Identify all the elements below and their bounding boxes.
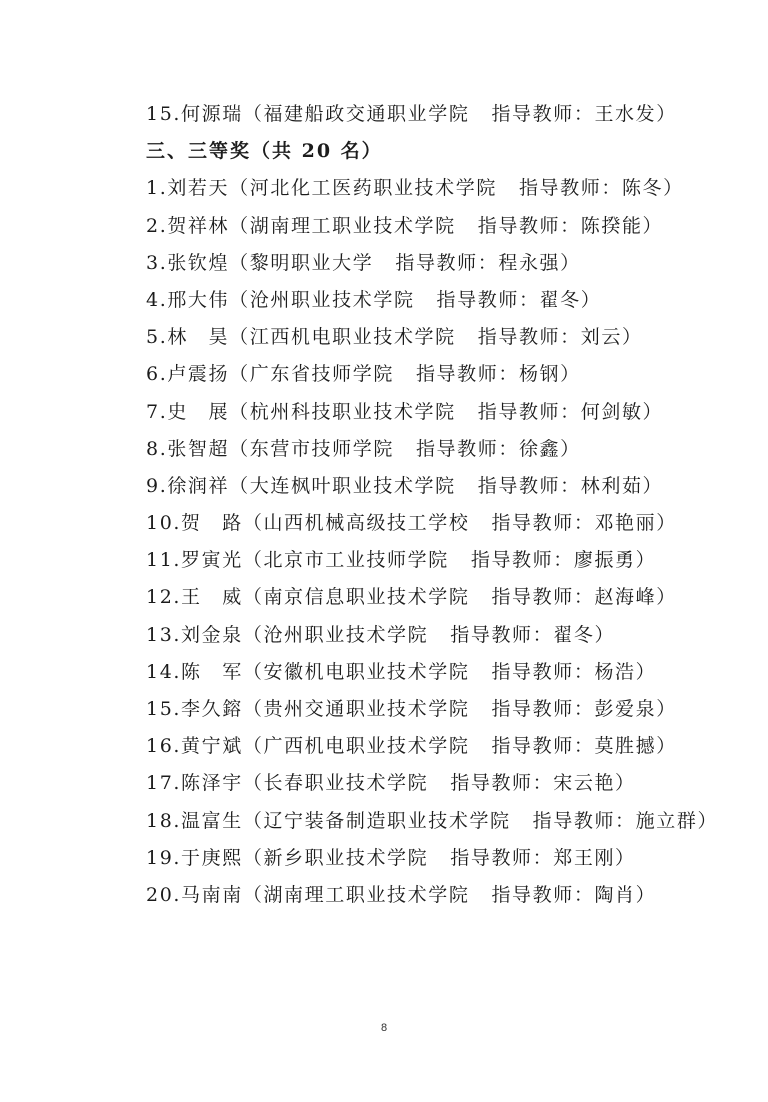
entry-number: 8. [146, 437, 168, 460]
list-item [146, 468, 746, 505]
list-item [146, 208, 746, 245]
list-item [146, 505, 746, 542]
list-item [146, 765, 746, 802]
entry-name: 黄宁斌 [181, 735, 243, 758]
entry-teacher: 指导教师：翟冬） [436, 288, 602, 311]
entry-name: 温富生 [181, 809, 243, 832]
entry-number: 6. [146, 363, 168, 386]
entry-school: （江西机电职业技术学院 [229, 326, 456, 349]
list-item [146, 394, 746, 431]
document-body [146, 96, 746, 914]
list-item [146, 691, 746, 728]
entry-school: （安徽机电职业技术学院 [242, 660, 470, 683]
entry-number: 5. [146, 326, 168, 349]
entry-teacher: 指导教师：何剑敏） [477, 400, 664, 423]
entry-school: （湖南理工职业技术学院 [229, 214, 456, 237]
entry-school: （东营市技师学院 [229, 437, 394, 460]
entry-number: 4. [146, 288, 168, 311]
section-title: 三、三等奖（共 20 名） [146, 140, 383, 163]
entry-name: 何源瑞 [181, 103, 243, 125]
entry-number: 15. [146, 103, 182, 125]
list-item [146, 617, 746, 654]
entry-number: 1. [146, 177, 168, 200]
entry-name: 陈泽宇 [181, 772, 243, 795]
entry-number: 10. [146, 512, 182, 535]
entry-teacher: 指导教师：杨浩） [491, 660, 657, 683]
entry-teacher: 指导教师：林利茹） [477, 474, 664, 497]
entry-name: 史 展 [167, 400, 230, 423]
list-item [146, 579, 746, 616]
entry-name: 刘若天 [167, 177, 230, 200]
list-item [146, 877, 746, 914]
entry-teacher: 指导教师：赵海峰） [491, 586, 677, 609]
entry-name: 徐润祥 [167, 474, 230, 497]
entry-name: 罗寅光 [181, 549, 243, 572]
entry-name: 于庚熙 [181, 846, 243, 869]
entry-name: 邢大伟 [167, 288, 230, 311]
entry-number: 3. [146, 251, 168, 274]
entry-teacher: 指导教师：郑王刚） [450, 846, 636, 869]
list-item [146, 96, 746, 133]
list-item [146, 170, 746, 207]
entry-teacher: 指导教师：施立群） [532, 809, 719, 832]
entry-school: （广西机电职业技术学院 [242, 735, 470, 758]
list-item [146, 319, 746, 356]
list-item [146, 542, 746, 579]
entry-name: 卢震扬 [167, 363, 230, 386]
entry-number: 19. [146, 846, 182, 869]
entry-school: （湖南理工职业技术学院 [242, 883, 470, 906]
entry-name: 贺 路 [181, 512, 243, 535]
entry-school: （大连枫叶职业技术学院 [229, 474, 456, 497]
page-number: 8 [380, 1022, 388, 1034]
entry-name: 贺祥林 [167, 214, 230, 237]
entry-school: （北京市工业技师学院 [242, 549, 449, 572]
entry-school: （南京信息职业技术学院 [242, 586, 470, 609]
entry-number: 7. [146, 400, 168, 423]
entry-number: 20. [146, 883, 182, 906]
entry-teacher: 指导教师：宋云艳） [450, 772, 636, 795]
entry-school: （黎明职业大学 [229, 251, 374, 274]
entry-name: 刘金泉 [181, 623, 243, 646]
entry-school: （广东省技师学院 [229, 363, 394, 386]
entry-name: 陈 军 [181, 660, 243, 683]
list-item [146, 728, 746, 765]
entry-teacher: 指导教师：陶肖） [491, 883, 657, 906]
entry-teacher: 指导教师：陈揆能） [477, 214, 664, 237]
entry-number: 9. [146, 474, 168, 497]
list-item [146, 245, 746, 282]
entry-teacher: 指导教师：王水发） [491, 103, 677, 125]
entry-name: 李久鎔 [181, 698, 243, 720]
entry-teacher: 指导教师：杨钢） [415, 363, 581, 386]
list-item [146, 654, 746, 691]
entry-teacher: 指导教师：徐鑫） [415, 437, 581, 460]
entry-number: 2. [146, 214, 168, 237]
entry-number: 18. [146, 809, 182, 832]
entry-name: 林 昊 [167, 326, 230, 349]
entry-name: 张智超 [167, 437, 230, 460]
entry-teacher: 指导教师：陈冬） [518, 177, 684, 200]
entry-school: （沧州职业技术学院 [229, 288, 415, 311]
entry-number: 15. [146, 698, 182, 720]
list-item [146, 356, 746, 393]
list-item [146, 803, 746, 840]
entry-school: （辽宁装备制造职业技术学院 [242, 809, 511, 832]
entry-school: （新乡职业技术学院 [242, 846, 429, 869]
entry-teacher: 指导教师：廖振勇） [470, 549, 657, 572]
entry-number: 16. [146, 735, 182, 758]
entry-name: 王 威 [181, 586, 243, 609]
entry-school: （沧州职业技术学院 [242, 623, 429, 646]
entry-school: （山西机械高级技工学校 [242, 512, 470, 535]
award-list [146, 170, 746, 914]
entry-number: 12. [146, 586, 182, 609]
entry-number: 11. [146, 549, 182, 572]
entry-teacher: 指导教师：邓艳丽） [491, 512, 677, 535]
entry-school: （河北化工医药职业技术学院 [229, 177, 497, 200]
entry-teacher: 指导教师：刘云） [477, 326, 643, 349]
entry-teacher: 指导教师：程永强） [395, 251, 581, 274]
entry-number: 14. [146, 660, 182, 683]
entry-school: （杭州科技职业技术学院 [229, 400, 456, 423]
list-item [146, 282, 746, 319]
entry-number: 17. [146, 772, 182, 795]
entry-school: （长春职业技术学院 [242, 772, 429, 795]
entry-school: （福建船政交通职业学院 [242, 103, 470, 125]
entry-name: 马南南 [181, 883, 243, 906]
entry-school: （贵州交通职业技术学院 [242, 698, 470, 720]
list-item [146, 840, 746, 877]
list-item [146, 431, 746, 468]
entry-name: 张钦煌 [167, 251, 230, 274]
entry-teacher: 指导教师：翟冬） [450, 623, 616, 646]
entry-teacher: 指导教师：彭爱泉） [491, 698, 677, 720]
entry-number: 13. [146, 623, 182, 646]
entry-teacher: 指导教师：莫胜撼） [491, 735, 677, 758]
